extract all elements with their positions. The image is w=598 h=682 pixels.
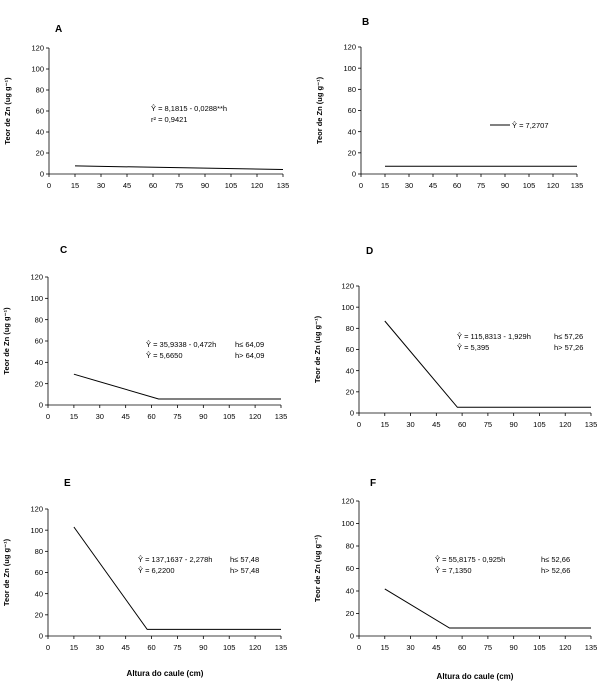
x-axis-label-left: Altura do caule (cm) (126, 669, 204, 678)
x-tick-label: 120 (546, 181, 560, 190)
equation-condition: h≤ 57,48 (230, 555, 260, 564)
x-tick-label: 45 (428, 181, 438, 190)
x-axis-label-right: Altura do caule (cm) (436, 672, 514, 681)
x-tick-label: 0 (45, 643, 51, 652)
x-tick-label: 90 (199, 412, 208, 421)
equation-text: Ŷ = 5,395 (457, 343, 490, 352)
equation-condition: h≤ 64,09 (235, 340, 265, 349)
x-tick-label: 90 (509, 643, 518, 652)
x-tick-label: 45 (121, 412, 130, 421)
panel-label: D (366, 246, 374, 257)
y-axis-label: Teor de Zn (ug g⁻¹) (313, 534, 322, 603)
y-tick-label: 40 (345, 586, 354, 596)
y-tick-label: 60 (345, 345, 354, 355)
y-tick-label: 120 (343, 42, 356, 52)
x-tick-label: 120 (558, 420, 572, 429)
x-tick-label: 60 (148, 181, 158, 190)
y-tick-label: 120 (30, 272, 43, 282)
y-tick-label: 20 (345, 387, 354, 397)
y-tick-label: 100 (341, 519, 354, 529)
y-tick-label: 0 (349, 631, 354, 641)
y-tick-label: 0 (38, 631, 43, 641)
y-tick-label: 0 (38, 400, 43, 410)
x-tick-label: 30 (404, 181, 414, 190)
x-tick-label: 90 (199, 643, 208, 652)
x-tick-label: 75 (174, 181, 184, 190)
x-tick-label: 30 (95, 643, 104, 652)
x-tick-label: 75 (173, 643, 182, 652)
equation-condition: h≤ 57,26 (554, 332, 584, 341)
y-tick-label: 20 (34, 379, 43, 389)
y-axis-label: Teor de Zn (ug g⁻¹) (2, 538, 11, 607)
y-tick-label: 60 (35, 106, 44, 116)
chart-panel-f (313, 478, 597, 652)
x-tick-label: 135 (274, 643, 288, 652)
x-tick-label: 30 (406, 643, 415, 652)
x-tick-label: 15 (70, 181, 80, 190)
y-tick-label: 80 (347, 85, 356, 95)
y-tick-label: 100 (341, 302, 354, 312)
x-tick-label: 15 (69, 412, 79, 421)
y-tick-label: 120 (30, 504, 43, 514)
equation-text: Ŷ = 35,9338 - 0,472h (146, 340, 217, 349)
x-tick-label: 105 (533, 420, 546, 429)
x-tick-label: 75 (476, 181, 486, 190)
x-tick-label: 30 (95, 412, 104, 421)
y-tick-label: 80 (34, 547, 43, 557)
x-tick-label: 45 (432, 643, 441, 652)
x-tick-label: 30 (96, 181, 106, 190)
x-tick-label: 0 (45, 412, 51, 421)
x-tick-label: 105 (224, 181, 238, 190)
x-tick-label: 135 (274, 412, 288, 421)
y-tick-label: 100 (30, 525, 43, 535)
y-tick-label: 120 (341, 281, 354, 291)
y-tick-label: 20 (35, 148, 44, 158)
x-tick-label: 90 (509, 420, 518, 429)
x-tick-label: 120 (248, 412, 262, 421)
y-tick-label: 100 (31, 64, 44, 74)
y-tick-label: 60 (34, 336, 43, 346)
equation-text: Ŷ = 115,8313 - 1,929h (457, 332, 531, 341)
x-tick-label: 75 (173, 412, 182, 421)
y-tick-label: 40 (34, 589, 43, 599)
x-tick-label: 15 (380, 643, 389, 652)
panel-label: B (362, 17, 370, 28)
y-tick-label: 60 (34, 568, 43, 578)
x-tick-label: 135 (276, 181, 290, 190)
y-axis-label: Teor de Zn (ug g⁻¹) (315, 76, 324, 145)
x-tick-label: 120 (250, 181, 264, 190)
panel-label: F (370, 478, 377, 489)
y-tick-label: 0 (351, 169, 356, 179)
panel-label: A (55, 24, 63, 35)
equation-condition: h> 52,66 (541, 566, 571, 575)
x-tick-label: 105 (533, 643, 546, 652)
panel-label: E (64, 478, 71, 489)
equation-text: Ŷ = 137,1637 - 2,278h (138, 555, 213, 564)
y-tick-label: 40 (34, 358, 43, 368)
x-tick-label: 90 (500, 181, 510, 190)
equation-condition: h> 64,09 (235, 351, 265, 360)
y-tick-label: 80 (35, 85, 44, 95)
x-tick-label: 60 (457, 643, 467, 652)
equation-condition: h> 57,48 (230, 566, 260, 575)
x-tick-label: 60 (452, 181, 462, 190)
x-tick-label: 60 (147, 412, 156, 421)
y-tick-label: 40 (345, 366, 354, 376)
x-tick-label: 15 (380, 420, 389, 429)
equation-text: Ŷ = 7,2707 (512, 121, 549, 130)
x-tick-label: 45 (121, 643, 130, 652)
x-tick-label: 0 (356, 643, 362, 652)
chart-panel-c (2, 245, 287, 421)
series-line (385, 589, 591, 628)
series-line (74, 374, 281, 399)
x-tick-label: 90 (200, 181, 210, 190)
y-tick-label: 80 (34, 315, 43, 325)
y-tick-label: 80 (345, 324, 354, 334)
x-tick-label: 45 (432, 420, 441, 429)
panel-label: C (60, 245, 68, 256)
x-tick-label: 75 (483, 643, 493, 652)
y-tick-label: 20 (345, 609, 354, 619)
y-axis-label: Teor de Zn (ug g⁻¹) (313, 315, 322, 384)
chart-panel-b (315, 17, 583, 190)
x-tick-label: 30 (406, 420, 415, 429)
y-tick-label: 100 (30, 294, 43, 304)
x-tick-label: 60 (147, 643, 156, 652)
equation-condition: h≤ 52,66 (541, 555, 571, 564)
y-tick-label: 100 (343, 63, 356, 73)
y-tick-label: 0 (39, 169, 44, 179)
x-tick-label: 15 (69, 643, 79, 652)
x-tick-label: 105 (222, 412, 236, 421)
series-line (74, 527, 281, 629)
x-tick-label: 120 (248, 643, 262, 652)
equation-condition: h> 57,26 (554, 343, 584, 352)
y-tick-label: 60 (345, 564, 354, 574)
equation-text: Ŷ = 5,6650 (146, 351, 183, 360)
x-tick-label: 75 (483, 420, 493, 429)
y-tick-label: 40 (347, 127, 356, 137)
equation-text: Ŷ = 55,8175 - 0,925h (435, 555, 506, 564)
y-tick-label: 20 (34, 610, 43, 620)
equation-text: Ŷ = 7,1350 (435, 566, 472, 575)
series-line (75, 166, 283, 170)
y-tick-label: 80 (345, 541, 354, 551)
chart-panel-a (3, 24, 289, 190)
y-axis-label: Teor de Zn (ug g⁻¹) (2, 307, 11, 375)
y-tick-label: 40 (35, 127, 44, 137)
y-tick-label: 120 (31, 43, 44, 53)
y-axis-label: Teor de Zn (ug g⁻¹) (3, 77, 12, 145)
y-tick-label: 120 (341, 496, 354, 506)
y-tick-label: 0 (349, 408, 354, 418)
x-tick-label: 0 (46, 181, 52, 190)
x-tick-label: 105 (522, 181, 536, 190)
chart-panel-d (313, 246, 597, 429)
x-tick-label: 135 (570, 181, 584, 190)
x-tick-label: 135 (584, 420, 598, 429)
x-tick-label: 0 (358, 181, 364, 190)
x-tick-label: 120 (558, 643, 572, 652)
y-tick-label: 20 (347, 148, 356, 158)
chart-panel-e (2, 478, 287, 652)
x-tick-label: 135 (584, 643, 598, 652)
x-tick-label: 45 (122, 181, 132, 190)
x-tick-label: 15 (380, 181, 390, 190)
y-tick-label: 60 (347, 106, 356, 116)
equation-text: r² = 0,9421 (151, 115, 188, 124)
x-tick-label: 60 (457, 420, 467, 429)
x-tick-label: 0 (356, 420, 362, 429)
x-tick-label: 105 (222, 643, 236, 652)
equation-text: Ŷ = 8,1815 - 0,0288**h (151, 104, 228, 113)
equation-text: Ŷ = 6,2200 (138, 566, 175, 575)
